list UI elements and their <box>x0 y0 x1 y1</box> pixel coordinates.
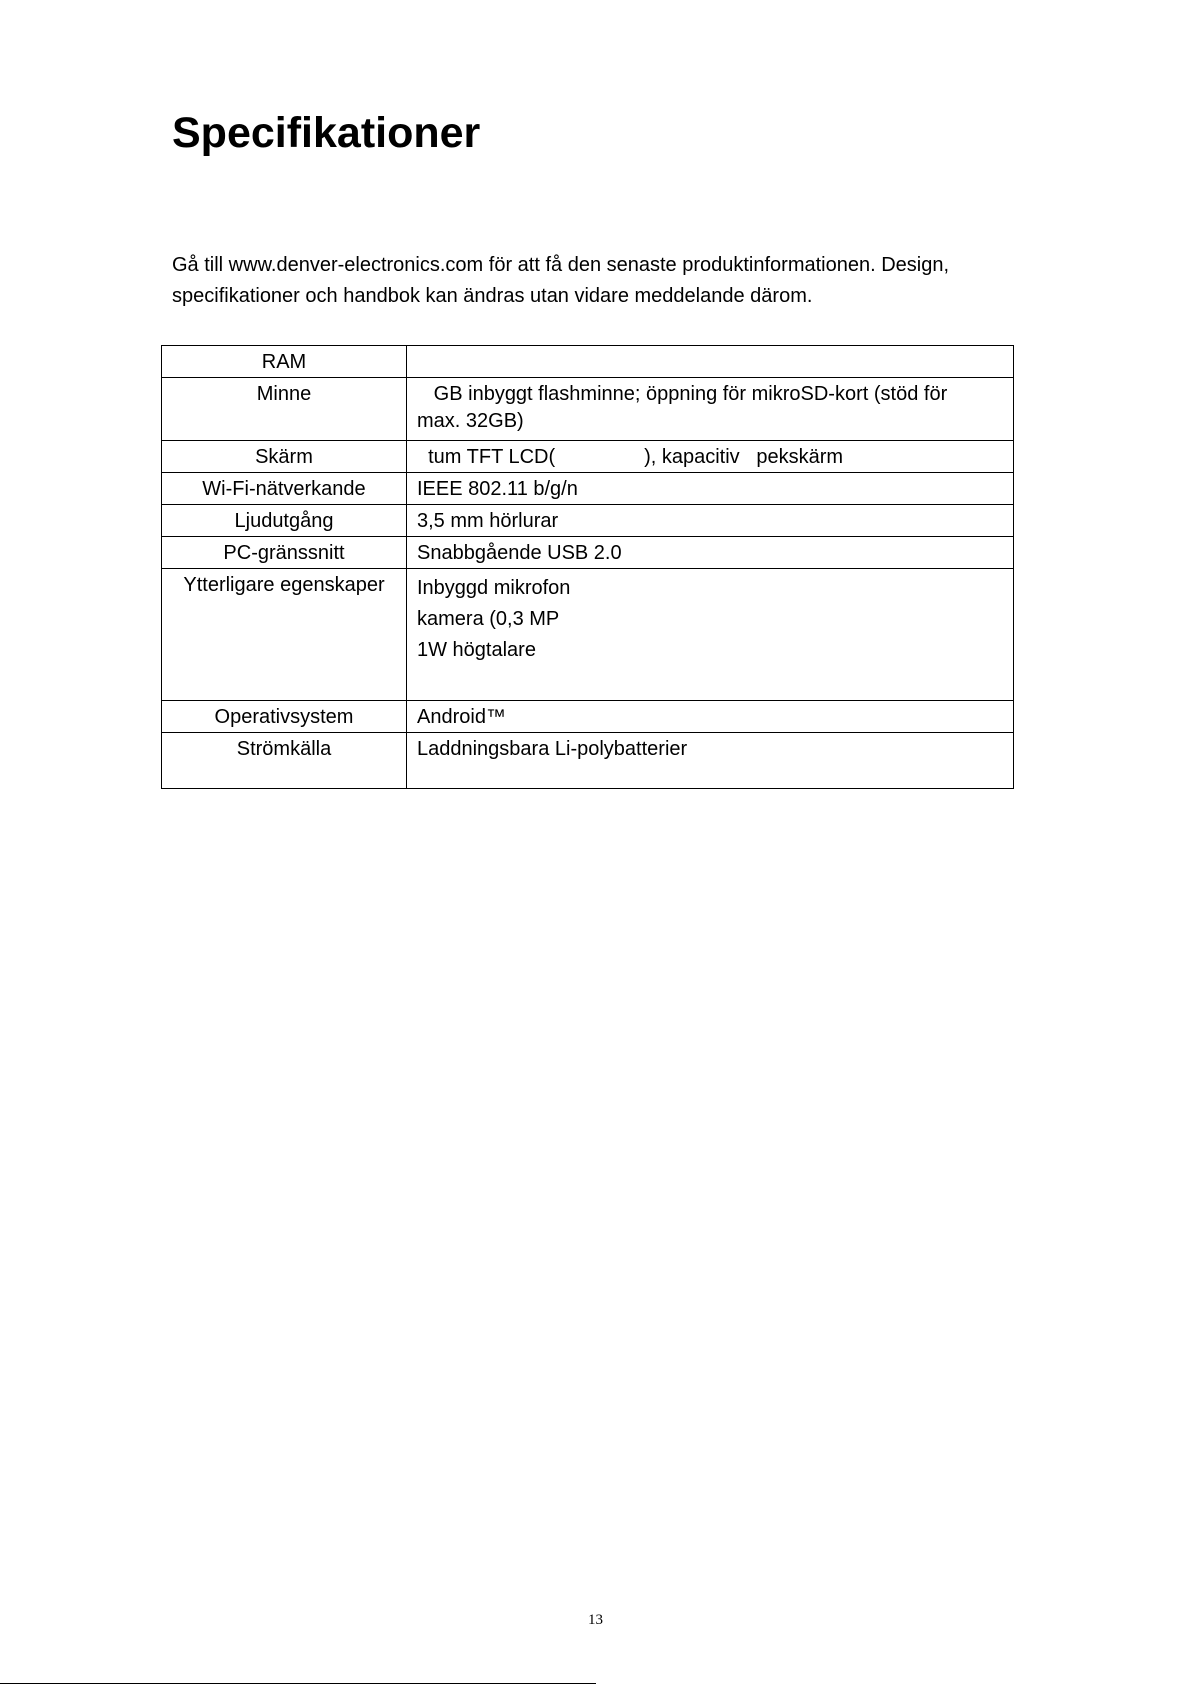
spec-value-line: Android™ <box>417 706 506 728</box>
spec-value-line: 3,5 mm hörlurar <box>417 510 559 532</box>
spec-value <box>407 569 1014 701</box>
spec-label: Wi-Fi-nätverkande <box>162 473 407 505</box>
spec-value-line: Laddningsbara Li-polybatterier <box>417 738 688 760</box>
spec-row-ram <box>162 346 1014 378</box>
spec-row-power <box>162 733 1014 789</box>
page-bottom-rule <box>0 1683 596 1684</box>
spec-value <box>407 473 1014 505</box>
spec-value-line: tum TFT LCD( ), kapacitiv pekskärm <box>417 446 844 468</box>
spec-label: RAM <box>162 346 407 378</box>
spec-value <box>407 346 1014 378</box>
spec-row-wifi <box>162 473 1014 505</box>
page-number: 13 <box>588 1612 603 1628</box>
spec-label: Strömkälla <box>162 733 407 789</box>
spec-value-line <box>417 350 1003 374</box>
spec-label: Ljudutgång <box>162 505 407 537</box>
spec-label: Ytterligare egenskaper <box>162 569 407 701</box>
spec-value-line: IEEE 802.11 b/g/n <box>417 478 578 500</box>
spec-row-pc-interface <box>162 537 1014 569</box>
spec-row-memory <box>162 378 1014 441</box>
spec-value-line: max. 32GB) <box>417 410 524 432</box>
spec-label: Skärm <box>162 441 407 473</box>
spec-value <box>407 537 1014 569</box>
spec-value-line: kamera (0,3 MP <box>417 608 560 630</box>
spec-value-line: Inbyggd mikrofon <box>417 577 571 599</box>
spec-table <box>161 345 1014 789</box>
spec-value-line: 1W högtalare <box>417 639 536 661</box>
spec-value <box>407 505 1014 537</box>
spec-row-audio <box>162 505 1014 537</box>
spec-label: Operativsystem <box>162 701 407 733</box>
spec-value <box>407 378 1014 441</box>
spec-label: PC-gränssnitt <box>162 537 407 569</box>
spec-value <box>407 441 1014 473</box>
spec-value-line: Snabbgående USB 2.0 <box>417 542 622 564</box>
spec-value <box>407 701 1014 733</box>
spec-row-os <box>162 701 1014 733</box>
spec-label: Minne <box>162 378 407 441</box>
spec-value <box>407 733 1014 789</box>
spec-row-screen <box>162 441 1014 473</box>
spec-value-line <box>417 761 1003 785</box>
intro-paragraph: Gå till www.denver-electronics.com för att få den senaste produktinformationen. Design, specifikationer och handbok kan ändras utan vidare meddelande därom. <box>172 254 950 307</box>
page-title: Specifikationer <box>172 109 481 157</box>
spec-row-extra-features <box>162 569 1014 701</box>
spec-value-line <box>417 666 1003 697</box>
spec-value-line: GB inbyggt flashminne; öppning för mikroSD-kort (stöd för <box>417 383 948 405</box>
